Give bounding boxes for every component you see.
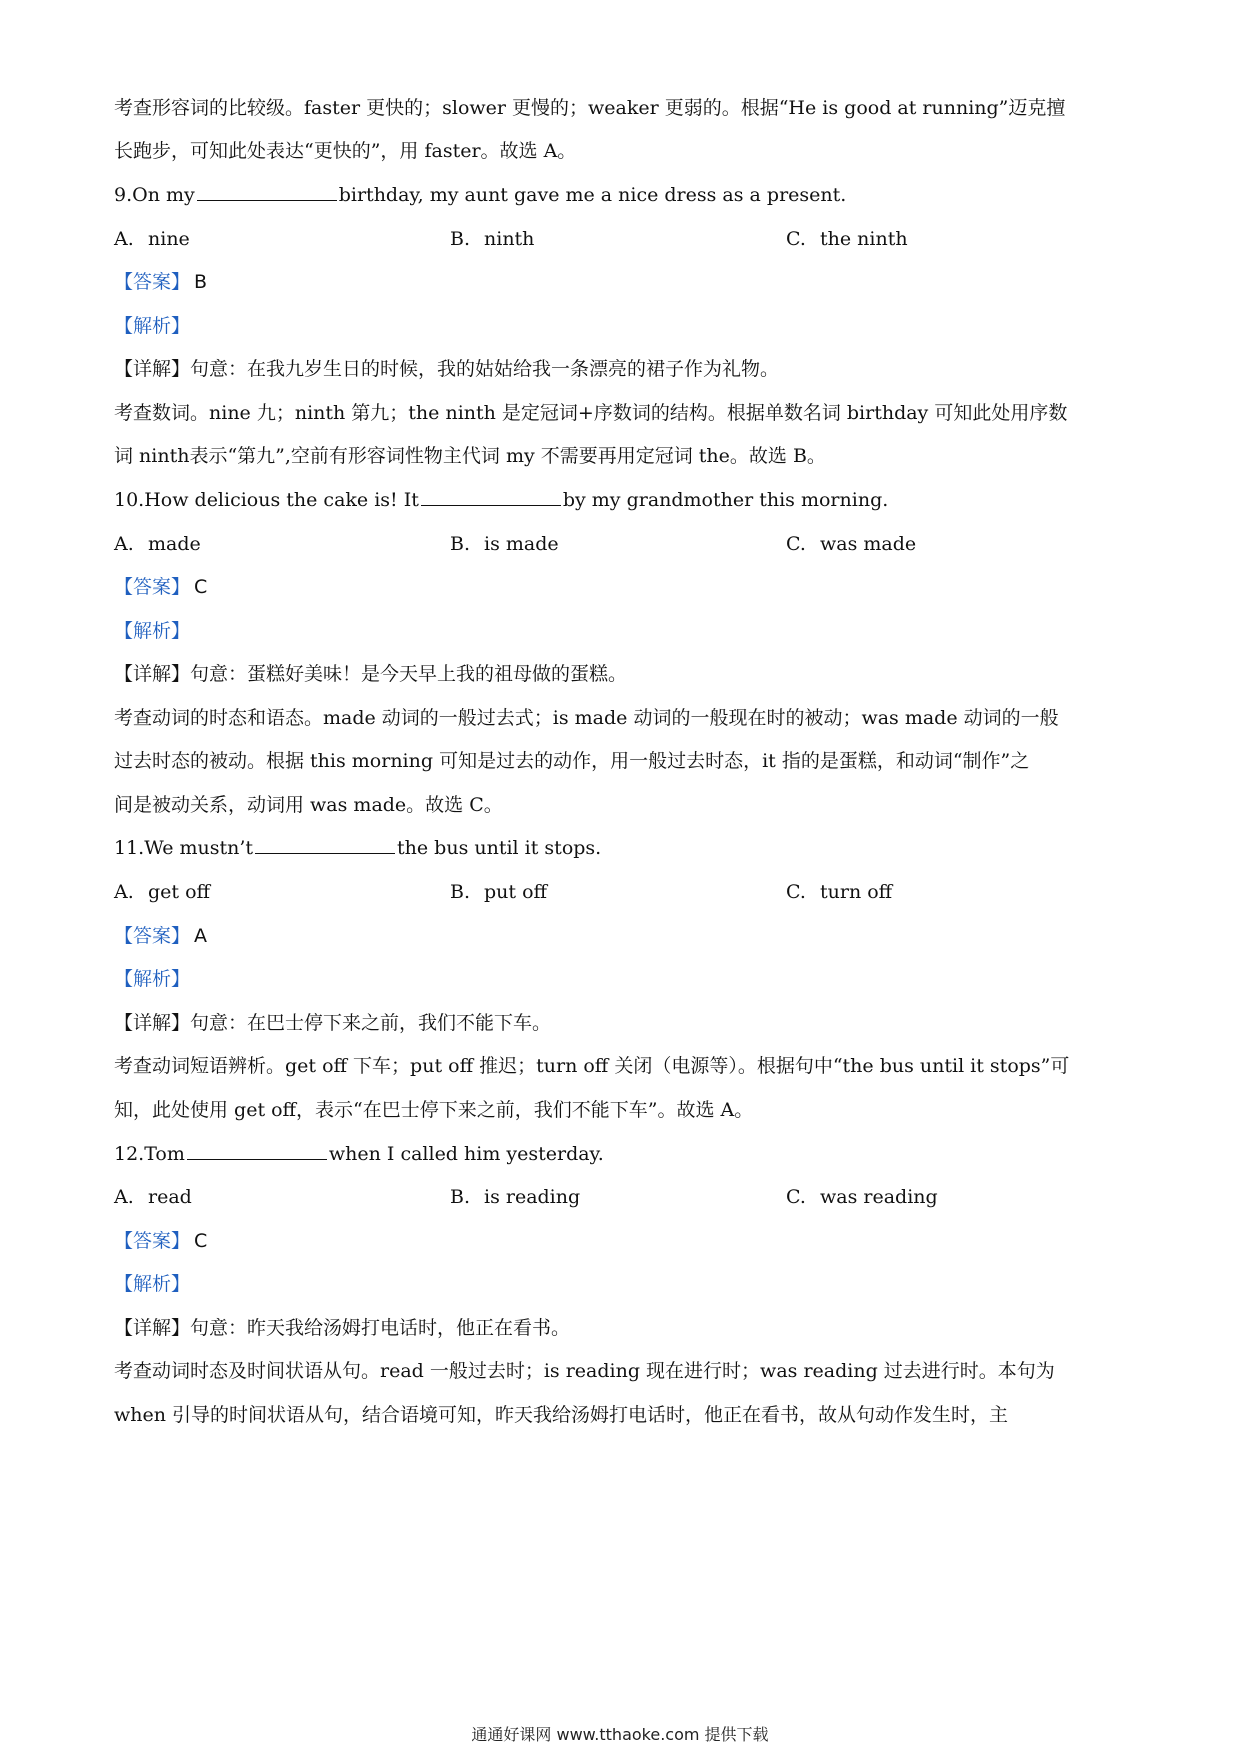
detail-line: 【详解】句意：在我九岁生日的时候，我的姑姑给我一条漂亮的裙子作为礼物。 (114, 358, 780, 380)
explain-line: 间是被动关系，动词用 was made。故选 C。 (114, 794, 503, 816)
analysis-tag: 【解析】 (114, 1273, 191, 1295)
option-c: C. was made (786, 533, 917, 555)
analysis-tag: 【解析】 (114, 315, 191, 337)
option-c: C. was reading (786, 1186, 938, 1208)
detail-line: 【详解】句意：昨天我给汤姆打电话时，他正在看书。 (114, 1317, 571, 1339)
option-c: C. the ninth (786, 228, 908, 250)
analysis-tag: 【解析】 (114, 968, 191, 990)
question-stem-start: 11.We mustn’t (114, 837, 254, 859)
explain-line: 考查动词时态及时间状语从句。read 一般过去时；is reading 现在进行时；was reading 过去进行时。本句为 (114, 1360, 1055, 1382)
answer-tag: 【答案】 C (114, 576, 208, 598)
question-stem-end: when I called him yesterday. (328, 1143, 604, 1165)
explain-line: 考查动词的时态和语态。made 动词的一般过去式；is made 动词的一般现在时的被动；was made 动词的一般 (114, 707, 1059, 729)
analysis-tag: 【解析】 (114, 620, 191, 642)
options-row (114, 1183, 1134, 1211)
detail-line: 【详解】句意：在巴士停下来之前，我们不能下车。 (114, 1012, 552, 1034)
detail-line: 【详解】句意：蛋糕好美味！是今天早上我的祖母做的蛋糕。 (114, 663, 628, 685)
explain-line: 过去时态的被动。根据 this morning 可知是过去的动作，用一般过去时态，it 指的是蛋糕，和动词“制作”之 (114, 750, 1030, 772)
question-11 (114, 834, 1134, 862)
question-stem-end: birthday, my aunt gave me a nice dress as a present. (338, 184, 847, 206)
option-b: B. put off (450, 881, 548, 903)
explain-line: 考查动词短语辨析。get off 下车；put off 推迟；turn off 关闭（电源等）。根据句中“the bus until it stops”可 (114, 1055, 1070, 1077)
text-line: 长跑步，可知此处表达“更快的”，用 faster。故选 A。 (114, 140, 577, 162)
options-row (114, 530, 1134, 558)
page-footer: 通通好课网 www.tthaoke.com 提供下载 (471, 1725, 769, 1744)
question-stem-end: the bus until it stops. (397, 837, 602, 859)
option-b: B. ninth (450, 228, 535, 250)
question-10 (114, 486, 1134, 514)
question-stem-start: 10.How delicious the cake is! It (114, 489, 419, 511)
answer-tag: 【答案】 B (114, 271, 208, 293)
option-a: A. get off (114, 881, 211, 903)
explain-line: 考查数词。nine 九；ninth 第九；the ninth 是定冠词+序数词的结构。根据单数名词 birthday 可知此处用序数 (114, 402, 1068, 424)
answer-blank (255, 835, 395, 854)
option-c: C. turn off (786, 881, 893, 903)
question-stem-end: by my grandmother this morning. (562, 489, 889, 511)
option-a: A. made (114, 533, 201, 555)
question-9 (114, 181, 1134, 209)
options-row (114, 225, 1134, 253)
text-line: 考查形容词的比较级。faster 更快的；slower 更慢的；weaker 更弱的。根据“He is good at running”迈克擅 (114, 97, 1066, 119)
answer-tag: 【答案】 A (114, 925, 208, 947)
question-stem-start: 9.On my (114, 184, 195, 206)
options-row (114, 878, 1134, 906)
option-a: A. read (114, 1186, 192, 1208)
answer-tag: 【答案】 C (114, 1230, 208, 1252)
explain-line: when 引导的时间状语从句，结合语境可知，昨天我给汤姆打电话时，他正在看书，故从句动作发生时，主 (114, 1404, 1009, 1426)
answer-blank (197, 182, 337, 201)
answer-blank (421, 487, 561, 506)
question-stem-start: 12.Tom (114, 1143, 185, 1165)
option-b: B. is made (450, 533, 559, 555)
answer-blank (187, 1141, 327, 1160)
explain-line: 知，此处使用 get off，表示“在巴士停下来之前，我们不能下车”。故选 A。 (114, 1099, 754, 1121)
explain-line: 词 ninth表示“第九”,空前有形容词性物主代词 my 不需要再用定冠词 the。故选 B。 (114, 445, 826, 467)
option-a: A. nine (114, 228, 190, 250)
option-b: B. is reading (450, 1186, 581, 1208)
question-12 (114, 1140, 1134, 1168)
